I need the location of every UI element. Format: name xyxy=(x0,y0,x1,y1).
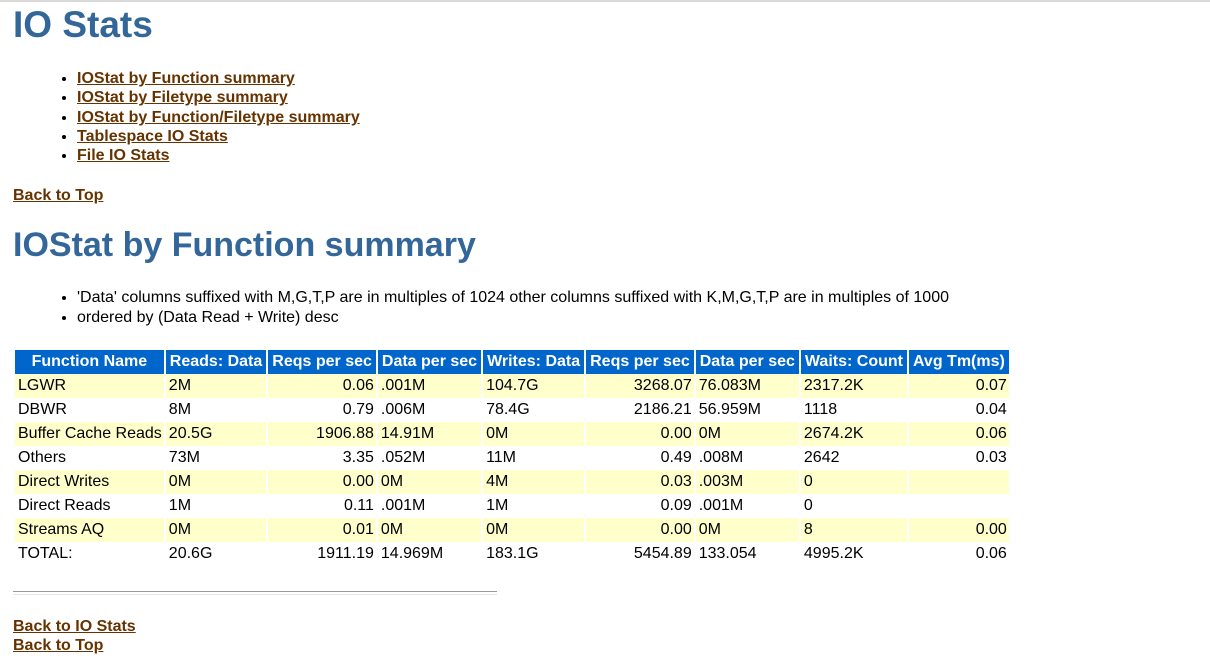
back-to-io-stats-link[interactable]: Back to IO Stats xyxy=(13,618,136,635)
section-title: IOStat by Function summary xyxy=(13,226,476,264)
table-row xyxy=(15,470,1009,494)
column-header: Data per sec xyxy=(378,350,481,374)
toc-link-function-summary[interactable]: IOStat by Function summary xyxy=(77,70,295,87)
table-header-row xyxy=(15,350,1009,374)
table-cell xyxy=(909,494,1009,518)
back-to-top-link[interactable]: Back to Top xyxy=(13,187,104,204)
table-cell: 0.03 xyxy=(909,446,1009,470)
table-cell: 76.083M xyxy=(696,374,799,398)
table-cell: .001M xyxy=(378,494,481,518)
column-header: Reads: Data xyxy=(166,350,266,374)
page-title: IO Stats xyxy=(13,4,153,45)
toc-item xyxy=(77,146,360,165)
note-item: • ordered by (Data Read + Write) desc xyxy=(77,308,949,328)
table-cell: 73M xyxy=(166,446,266,470)
table-cell: LGWR xyxy=(15,374,164,398)
table-cell: 2317.2K xyxy=(801,374,907,398)
table-cell: 0.09 xyxy=(586,494,694,518)
table-cell: 11M xyxy=(483,446,584,470)
table-cell: 5454.89 xyxy=(586,542,694,566)
notes-list xyxy=(13,288,949,327)
table-cell: 0M xyxy=(483,518,584,542)
table-cell: 1M xyxy=(166,494,266,518)
toc-item xyxy=(77,88,360,107)
table-cell: 0.03 xyxy=(586,470,694,494)
table-cell: 3.35 xyxy=(268,446,376,470)
table-cell xyxy=(909,470,1009,494)
table-row xyxy=(15,422,1009,446)
note-item: • 'Data' columns suffixed with M,G,T,P are in multiples of 1024 other columns suffixed with K,M,G,T,P are in multiples of 1000 xyxy=(77,288,949,308)
back-to-io-stats-container xyxy=(13,617,136,636)
table-row xyxy=(15,398,1009,422)
table-cell: 20.6G xyxy=(166,542,266,566)
table-cell: 0.79 xyxy=(268,398,376,422)
table-cell: .006M xyxy=(378,398,481,422)
table-cell: Buffer Cache Reads xyxy=(15,422,164,446)
table-cell: .001M xyxy=(696,494,799,518)
table-cell: 1911.19 xyxy=(268,542,376,566)
table-row xyxy=(15,374,1009,398)
table-cell: 0M xyxy=(166,470,266,494)
table-row xyxy=(15,518,1009,542)
top-rule xyxy=(0,0,1210,2)
table-cell: 0.06 xyxy=(268,374,376,398)
table-cell: .052M xyxy=(378,446,481,470)
table-cell: 4995.2K xyxy=(801,542,907,566)
table-cell: TOTAL: xyxy=(15,542,164,566)
table-cell: 104.7G xyxy=(483,374,584,398)
table-cell: 0 xyxy=(801,470,907,494)
back-to-top-link[interactable]: Back to Top xyxy=(13,637,104,654)
table-cell: 8M xyxy=(166,398,266,422)
io-function-table xyxy=(13,350,1011,566)
table-cell: 2642 xyxy=(801,446,907,470)
table-cell: 2186.21 xyxy=(586,398,694,422)
table-cell: 56.959M xyxy=(696,398,799,422)
table-row xyxy=(15,446,1009,470)
table-cell: 14.91M xyxy=(378,422,481,446)
table-cell: 0M xyxy=(166,518,266,542)
toc-list xyxy=(13,69,360,165)
table-cell: Direct Writes xyxy=(15,470,164,494)
column-header: Data per sec xyxy=(696,350,799,374)
table-cell: 0.06 xyxy=(909,542,1009,566)
table-cell: .003M xyxy=(696,470,799,494)
toc-link-file-io-stats[interactable]: File IO Stats xyxy=(77,147,170,165)
table-cell: 0 xyxy=(801,494,907,518)
column-header: Function Name xyxy=(15,350,164,374)
table-cell: 78.4G xyxy=(483,398,584,422)
table-cell: Direct Reads xyxy=(15,494,164,518)
table-cell: 1906.88 xyxy=(268,422,376,446)
table-cell: 3268.07 xyxy=(586,374,694,398)
table-cell: 0M xyxy=(696,518,799,542)
table-cell: 0.00 xyxy=(909,518,1009,542)
table-cell: 0.49 xyxy=(586,446,694,470)
table-cell: 0.07 xyxy=(909,374,1009,398)
table-cell: 0M xyxy=(378,470,481,494)
table-cell: 0.11 xyxy=(268,494,376,518)
table-cell: 0M xyxy=(696,422,799,446)
table-cell: .001M xyxy=(378,374,481,398)
back-to-top-container xyxy=(13,186,103,205)
table-cell: 0.01 xyxy=(268,518,376,542)
toc-item xyxy=(77,127,360,146)
table-cell: 0.00 xyxy=(268,470,376,494)
table-cell: 183.1G xyxy=(483,542,584,566)
column-header: Reqs per sec xyxy=(268,350,376,374)
table-cell: 20.5G xyxy=(166,422,266,446)
column-header: Avg Tm(ms) xyxy=(909,350,1009,374)
column-header: Waits: Count xyxy=(801,350,907,374)
toc-item xyxy=(77,108,360,127)
table-cell: 0.04 xyxy=(909,398,1009,422)
table-cell: 0M xyxy=(378,518,481,542)
table-cell: 2M xyxy=(166,374,266,398)
toc-link-tablespace-io-stats[interactable]: Tablespace IO Stats xyxy=(77,127,228,145)
table-cell: Others xyxy=(15,446,164,470)
table-cell: Streams AQ xyxy=(15,518,164,542)
table-cell: 0.00 xyxy=(586,518,694,542)
table-cell: 4M xyxy=(483,470,584,494)
table-cell: 14.969M xyxy=(378,542,481,566)
horizontal-divider xyxy=(13,591,497,595)
table-row-total xyxy=(15,542,1009,566)
table-cell: 2674.2K xyxy=(801,422,907,446)
table-cell: 0.06 xyxy=(909,422,1009,446)
column-header: Writes: Data xyxy=(483,350,584,374)
back-to-top-container xyxy=(13,636,103,655)
table-cell: 133.054 xyxy=(696,542,799,566)
table-cell: DBWR xyxy=(15,398,164,422)
toc-link-function-filetype-summary[interactable]: IOStat by Function/Filetype summary xyxy=(77,108,360,126)
table-cell: .008M xyxy=(696,446,799,470)
table-row xyxy=(15,494,1009,518)
table-cell: 8 xyxy=(801,518,907,542)
table-cell: 0.00 xyxy=(586,422,694,446)
toc-link-filetype-summary[interactable]: IOStat by Filetype summary xyxy=(77,89,288,107)
table-cell: 0M xyxy=(483,422,584,446)
table-cell: 1M xyxy=(483,494,584,518)
toc-item xyxy=(77,69,360,88)
column-header: Reqs per sec xyxy=(586,350,694,374)
table-cell: 1118 xyxy=(801,398,907,422)
